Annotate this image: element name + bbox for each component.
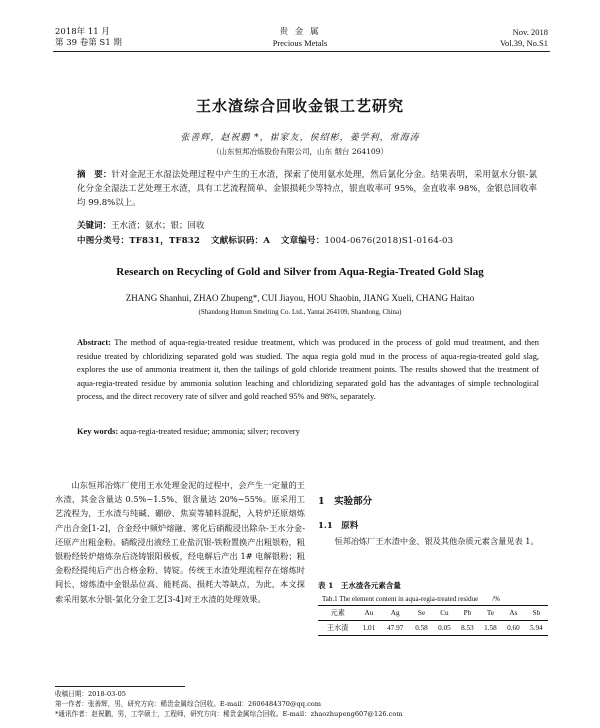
table-header-cell: 元素 [318,606,357,621]
article-no-label: 文章编号： [280,236,325,246]
element-content-table [318,605,548,636]
table-header-cell: Ag [380,606,410,621]
header-volume: 第 39 卷第 S1 期 [55,38,122,48]
table-cell: 47.97 [380,621,410,636]
keywords-en-text: aqua-regia-treated residue; ammonia; silver; recovery [118,427,300,436]
body-materials-paragraph: 恒邦冶炼厂王水渣中金、银及其他杂质元素含量见表 1。 [334,536,539,546]
footnote-rule [55,686,185,687]
abstract-en-text: The method of aqua-regia-treated residue treatment, which was produced in the process of gold mud treatment, and then residue treated by chloridizing separated gold was studied. The aqua regia gold mud in the process of aqua-regia-treated gold slag, explores the use of ammonia treatment it, then the tailings of gold chloride treatment points. The results showed that the treatment of aqua-regia-treated residue by ammonia solution leaching and chloridizing separated gold has the advantages of simple technological process, and the direct recovery rate of silver and gold reached 95% and 98%, separately. [77,338,539,402]
table-cell: 王水渣 [318,621,357,636]
classification-line [77,234,469,246]
section-heading-experiment: 1 实验部分 [318,496,373,507]
doc-code-label: 文献标识码： [211,236,264,246]
footnote-received: 收稿日期：2018-03-05 [55,690,126,698]
table-header-cell: Te [479,606,502,621]
table-header-cell: Au [357,606,380,621]
keywords-en [77,427,539,436]
journal-name-cn: 贵 金 属 [279,27,321,37]
journal-name-en: Precious Metals [272,38,328,48]
footnote-corresponding-author: *通讯作者：赵祝鹏，男，工学硕士，工程师，研究方向：稀贵金属综合回收。E-mail：zhaozhupeng607@126.com [55,710,403,718]
paper-title-en: Research on Recycling of Gold and Silver from Aqua-Regia-Treated Gold Slag [116,266,484,278]
table-caption-en: Tab.1 The element content in aqua-regia-treated residue /% [322,595,501,603]
header-date: 2018年 11 月 [55,27,110,37]
header-rule [53,51,550,52]
keywords-cn-text: 王水渣；氨水；银；回收 [111,221,205,231]
abstract-cn-label: 摘 要： [77,170,112,180]
table-cell: 0.05 [433,621,456,636]
table-cell: 0.58 [410,621,433,636]
keywords-en-label: Key words: [77,427,119,436]
keywords-cn-label: 关键词： [77,221,112,231]
doc-code-value: A [263,236,271,246]
keywords-cn [77,219,205,231]
table-header-cell: Pb [456,606,479,621]
affiliation-cn: （山东恒邦冶炼股份有限公司，山东 烟台 264109） [212,147,388,156]
header-right [500,27,548,49]
abstract-cn [77,168,537,210]
table-cell: 1.01 [357,621,380,636]
article-no-value: 1004-0676(2018)S1-0164-03 [324,236,454,246]
paper-title-cn: 王水渣综合回收金银工艺研究 [195,97,404,115]
authors-en: ZHANG Shanhui, ZHAO Zhupeng*, CUI Jiayou, HOU Shaobin, JIANG Xueli, CHANG Haitao [125,293,475,303]
abstract-cn-text: 针对金泥王水湿法处理过程中产生的王水渣，探索了使用氨水处理，然后氯化分金。结果表明，采用氨水分银-氯化分金全湿法工艺处理王水渣，具有工艺流程简单、金银损耗少等特点，银直收率可 95%，金直收率 98%，金银总回收率均 99.8%以上。 [77,170,537,208]
clc-label: 中图分类号： [77,236,130,246]
table-header-cell: Sb [525,606,548,621]
header-date-en: Nov. 2018 [512,27,548,37]
affiliation-en: (Shandong Humon Smelting Co. Ltd., Yantai 264109, Shandong, China) [198,308,402,316]
abstract-en [77,336,539,404]
header-volume-en: Vol.39, No.S1 [499,38,548,48]
table-cell: 5.94 [525,621,548,636]
footnote-first-author: 第一作者：张善辉，男，研究方向：稀贵金属综合回收。E-mail：2606484370@qq.com [55,700,321,708]
table-row [318,621,548,636]
table-header-cell: Cu [433,606,456,621]
table-cell: 1.58 [479,621,502,636]
table-caption-cn: 表 1 王水渣各元素含量 [318,581,401,590]
table-header-cell: Se [410,606,433,621]
clc-value: TF831，TF832 [129,236,201,246]
table-header-row [318,606,548,621]
body-intro-paragraph: 山东恒邦冶炼厂使用王水处理金泥的过程中，会产生一定量的王水渣，其金含量达 0.5%~1.5%、银含量达 20%~55%。原采用工艺流程为，王水渣与纯碱、硼砂、焦炭等辅料混配，入转炉还原熔炼产出合金[1-2]，合金经中频炉熔融、雾化后硝酸浸出除杂-王水分金-还原产出粗金粉。硝酸浸出液经工业盐沉银-铁粉置换产出粗银粉，粗银粉经转炉熔炼杂后浇铸银阳极板，经电解后产出 1# 电解银粉；粗金粉经提纯后产出合格金粉、铸锭。传统王水渣处理流程存在熔炼时间长、熔炼渣中金银品位高、能耗高、损耗大等缺点，为此，本文探索采用氨水分银-氯化分金工艺[3-4]对王水渣的处理效果。 [55,480,305,604]
table-cell: 8.53 [456,621,479,636]
subsection-heading-materials: 1.1 原料 [318,521,359,531]
abstract-en-label: Abstract: [77,338,111,347]
table-header-cell: As [502,606,525,621]
table-cell: 0.60 [502,621,525,636]
authors-cn: 张善辉，赵祝鹏 *，崔家友，侯绍彬，姜学利，常海涛 [180,133,420,143]
